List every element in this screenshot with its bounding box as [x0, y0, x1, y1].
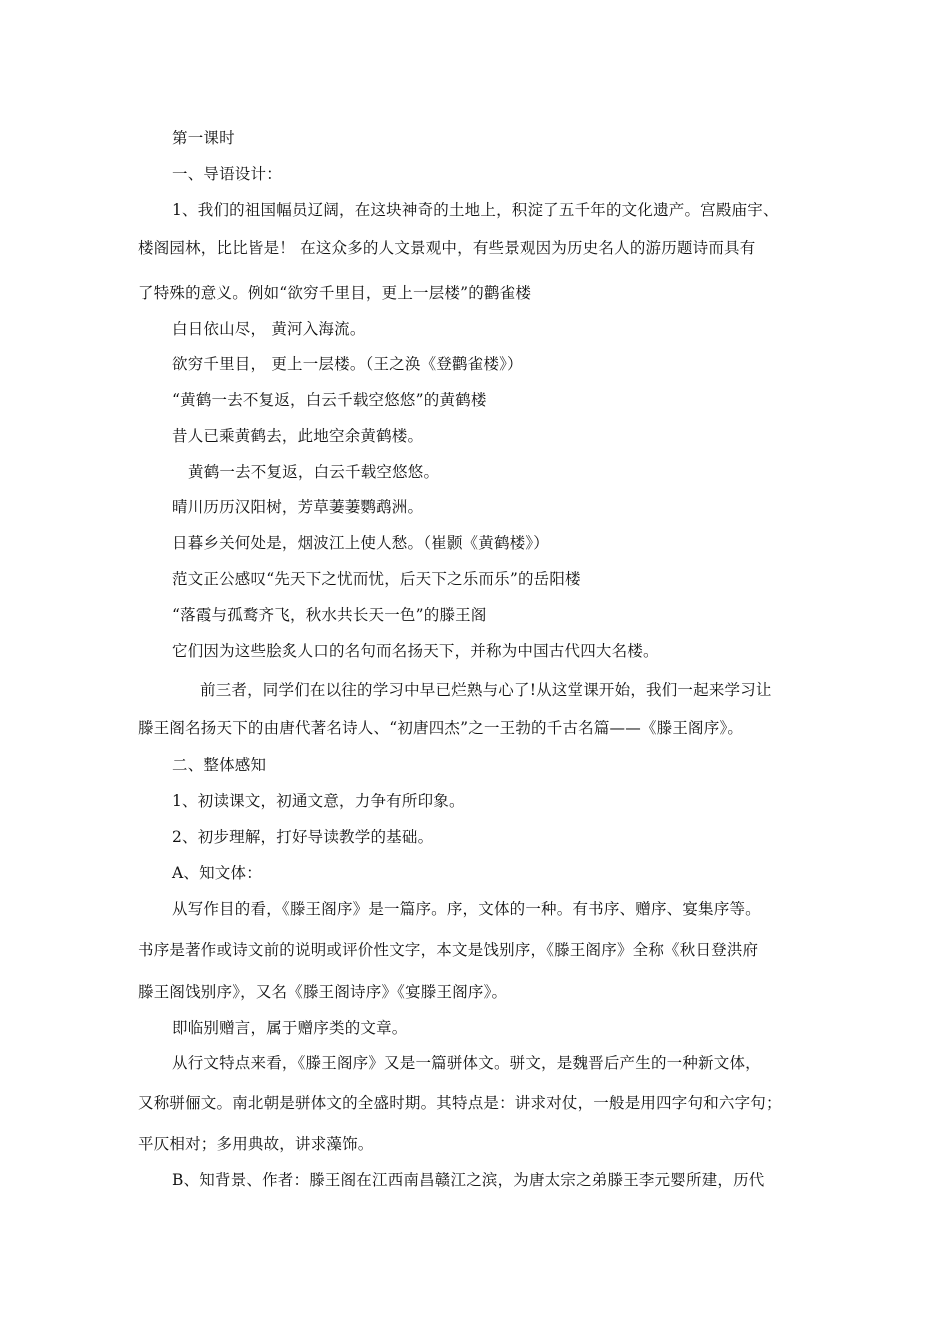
poem-line: 昔人已乘黄鹤去，此地空余黄鹤楼。: [172, 427, 424, 445]
subsection-heading: A、知文体：: [172, 864, 262, 882]
poem-line: 白日依山尽， 黄河入海流。: [172, 320, 366, 338]
paragraph-line: 从写作目的看，《滕王阁序》是一篇序。序，文体的一种。有书序、赠序、宴集序等。: [172, 900, 761, 918]
poem-line: 日暮乡关何处是，烟波江上使人愁。（崔颢《黄鹤楼》）: [172, 534, 550, 552]
paragraph-line: 前三者，同学们在以往的学习中早已烂熟与心了!从这堂课开始，我们一起来学习让: [200, 681, 772, 699]
paragraph-line: 平仄相对；多用典故，讲求藻饰。: [138, 1135, 374, 1153]
paragraph-line: 书序是著作或诗文前的说明或评价性文字，本文是饯别序，《滕王阁序》全称《秋日登洪府: [138, 941, 759, 959]
paragraph-line: 又称骈俪文。南北朝是骈体文的全盛时期。其特点是：讲求对仗，一般是用四字句和六字句；: [138, 1094, 782, 1112]
lesson-heading: 第一课时: [172, 129, 235, 147]
paragraph-line: 楼阁园林，比比皆是！ 在这众多的人文景观中，有些景观因为历史名人的游历题诗而具有: [138, 239, 756, 257]
poem-line: 欲穷千里目， 更上一层楼。（王之涣《登鹳雀楼》）: [172, 355, 523, 373]
paragraph-line: 即临别赠言，属于赠序类的文章。: [172, 1019, 408, 1037]
paragraph-line: 滕王阁名扬天下的由唐代著名诗人、“初唐四杰”之一王勃的千古名篇——《滕王阁序》。: [138, 719, 744, 737]
paragraph-line: 从行文特点来看，《滕王阁序》又是一篇骈体文。骈文，是魏晋后产生的一种新文体，: [172, 1054, 761, 1072]
section-heading: 一、导语设计：: [172, 165, 282, 183]
subsection-heading: B、知背景、作者：滕王阁在江西南昌赣江之滨，为唐太宗之弟滕王李元婴所建，历代: [172, 1171, 765, 1189]
paragraph-line: “黄鹤一去不复返，白云千载空悠悠”的黄鹤楼: [172, 391, 487, 409]
poem-line: 黄鹤一去不复返，白云千载空悠悠。: [188, 463, 440, 481]
section-heading: 二、整体感知: [172, 756, 267, 774]
paragraph-line: “落霞与孤鹜齐飞，秋水共长天一色”的滕王阁: [172, 606, 487, 624]
poem-line: 晴川历历汉阳树，芳草萋萋鹦鹉洲。: [172, 498, 424, 516]
paragraph-line: 它们因为这些脍炙人口的名句而名扬天下，并称为中国古代四大名楼。: [172, 642, 659, 660]
paragraph-line: 滕王阁饯别序》，又名《滕王阁诗序》《宴滕王阁序》。: [138, 983, 508, 1001]
paragraph-line: 了特殊的意义。例如“欲穷千里目，更上一层楼”的鹳雀楼: [138, 284, 532, 302]
list-item: 2、初步理解，打好导读教学的基础。: [172, 828, 434, 846]
list-item: 1、初读课文，初通文意，力争有所印象。: [172, 792, 465, 810]
paragraph-line: 1、我们的祖国幅员辽阔，在这块神奇的土地上，积淀了五千年的文化遗产。宫殿庙宇、: [172, 201, 779, 219]
paragraph-line: 范文正公感叹“先天下之忧而忧，后天下之乐而乐”的岳阳楼: [172, 570, 581, 588]
